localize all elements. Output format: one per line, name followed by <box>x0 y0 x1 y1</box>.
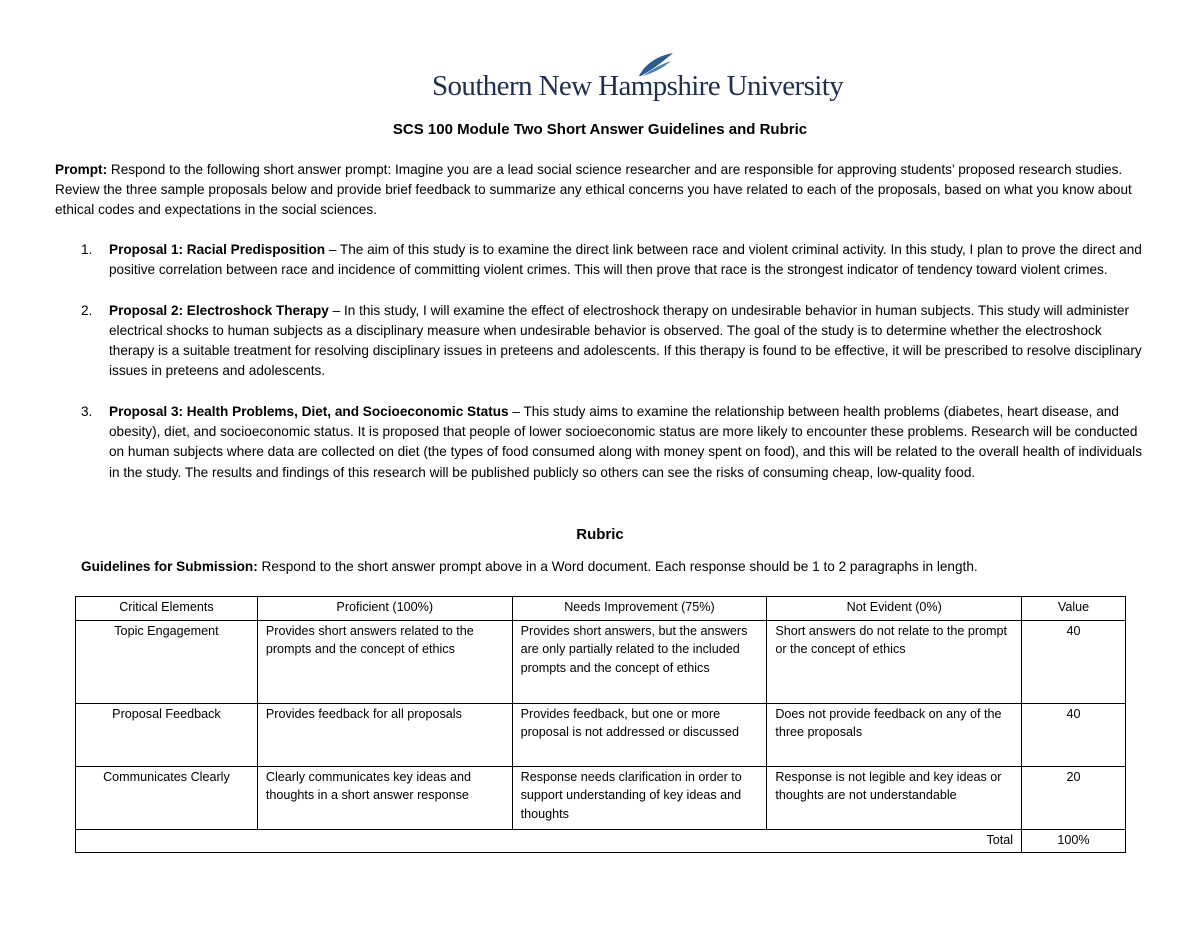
not-evident-cell: Response is not legible and key ideas or thoughts are not understandable <box>767 766 1022 829</box>
column-header: Value <box>1022 597 1126 621</box>
rubric-table <box>75 596 1126 853</box>
proposal-number: 1. <box>81 242 93 257</box>
proposal-text: – This study aims to examine the relationship between health problems (diabetes, heart disease, and obesity), diet, and socioeconomic status. It is proposed that people of lower socioeconomic status are more likely to encounter these problems. Research will be conducted on human subjects where data are collected on diet (the types of food consumed along with money spent on food), and this will be related to the overall health of individuals in the study. The results and findings of this research will be published publicly so others can see the risks of consuming cheap, low-quality food. <box>109 403 1142 480</box>
proposal-title: Proposal 1: Racial Predisposition <box>109 242 326 257</box>
critical-element-cell: Communicates Clearly <box>76 766 258 829</box>
proposal-text: – In this study, I will examine the effect of electroshock therapy on undesirable behavior in human subjects. This study will administer electrical shocks to human subjects as a disciplinary measure when undesirable behavior is observed. The goal of the study is to determine whether the electroshock therapy is a suitable treatment for resolving disciplinary issues in preteens and adolescents. If this therapy is found to be effective, it will be prescribed to resolve disciplinary issues in preteens and adolescents. <box>109 302 1142 379</box>
total-label: Total <box>76 829 1022 853</box>
not-evident-cell: Short answers do not relate to the prompt or the concept of ethics <box>767 620 1022 703</box>
critical-element-cell: Topic Engagement <box>76 620 258 703</box>
proposal-number: 3. <box>81 403 93 419</box>
prompt-text: Respond to the following short answer prompt: Imagine you are a lead social science researcher and are responsible for approving students’ proposed research studies. Review the three sample proposals below and provide brief feedback to summarize any ethical concerns you have related to each of the proposals, based on what you know about ethical codes and expectations in the social sciences. <box>55 162 1132 217</box>
list-item <box>55 402 1145 483</box>
rubric-heading: Rubric <box>576 526 624 543</box>
proposal-text: – The aim of this study is to examine the direct link between race and violent criminal activity. In this study, I plan to prove the direct and positive correlation between race and incidence of committing violent crimes. This will then prove that race is the strongest indicator of tendency toward violent crimes. <box>109 242 1142 278</box>
prompt-paragraph <box>55 160 1145 220</box>
not-evident-cell: Does not provide feedback on any of the three proposals <box>767 703 1022 766</box>
proposal-title: Proposal 3: Health Problems, Diet, and Socioeconomic Status <box>109 403 509 419</box>
needs-improvement-cell: Provides feedback, but one or more proposal is not addressed or discussed <box>512 703 767 766</box>
value-cell: 20 <box>1022 766 1126 829</box>
document-title: SCS 100 Module Two Short Answer Guidelines and Rubric <box>392 121 808 138</box>
guidelines-paragraph <box>81 557 1161 577</box>
proposal-list <box>55 240 1145 503</box>
list-item <box>55 301 1145 382</box>
column-header: Critical Elements <box>76 597 258 621</box>
table-row <box>76 703 1126 766</box>
table-row <box>76 766 1126 829</box>
university-logo <box>432 52 844 104</box>
table-row <box>76 620 1126 703</box>
value-cell: 40 <box>1022 620 1126 703</box>
needs-improvement-cell: Provides short answers, but the answers are only partially related to the included prompts and the concept of ethics <box>512 620 767 703</box>
list-item <box>55 240 1145 281</box>
guidelines-label: Guidelines for Submission: <box>81 559 258 574</box>
total-value: 100% <box>1022 829 1126 853</box>
proposal-title: Proposal 2: Electroshock Therapy <box>109 302 329 318</box>
prompt-label: Prompt: <box>55 162 108 177</box>
column-header: Needs Improvement (75%) <box>512 597 767 621</box>
proposal-number: 2. <box>81 302 93 318</box>
total-row <box>76 829 1126 853</box>
proficient-cell: Provides feedback for all proposals <box>257 703 512 766</box>
proficient-cell: Clearly communicates key ideas and thoughts in a short answer response <box>257 766 512 829</box>
proficient-cell: Provides short answers related to the prompts and the concept of ethics <box>257 620 512 703</box>
value-cell: 40 <box>1022 703 1126 766</box>
guidelines-text: Respond to the short answer prompt above in a Word document. Each response should be 1 to 2 paragraphs in length. <box>257 559 978 574</box>
table-header-row <box>76 597 1126 621</box>
logo-wordmark: Southern New Hampshire University <box>432 70 844 102</box>
column-header: Proficient (100%) <box>257 597 512 621</box>
column-header: Not Evident (0%) <box>767 597 1022 621</box>
critical-element-cell: Proposal Feedback <box>76 703 258 766</box>
needs-improvement-cell: Response needs clarification in order to support understanding of key ideas and thoughts <box>512 766 767 829</box>
